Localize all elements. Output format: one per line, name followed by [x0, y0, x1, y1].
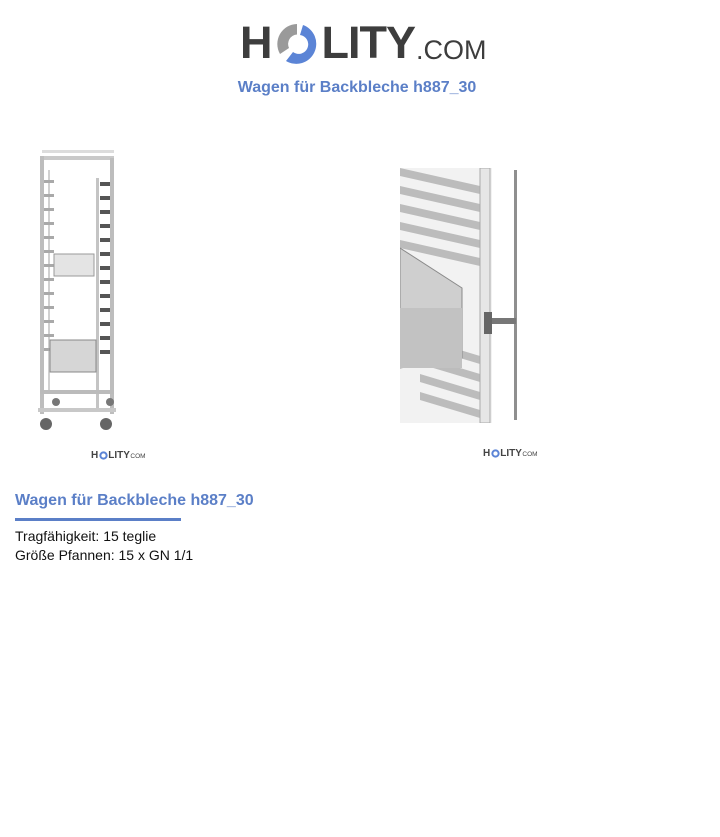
holity-logo: [240, 12, 487, 68]
product-title: Wagen für Backbleche h887_30: [15, 492, 254, 509]
logo-letters-lity: LITY: [321, 17, 415, 68]
spec-pan-size: Größe Pfannen: 15 x GN 1/1: [15, 547, 194, 563]
watermark-tld: COM: [522, 451, 538, 458]
product-image-trolley-detail: [400, 168, 525, 423]
spec-capacity: Tragfähigkeit: 15 teglie: [15, 528, 157, 544]
watermark-lity: LITY: [108, 450, 130, 461]
watermark-lity: LITY: [500, 448, 522, 459]
watermark-tld: COM: [130, 453, 146, 460]
watermark-h: H: [91, 450, 99, 461]
product-image-trolley-full: [30, 140, 130, 440]
title-underline-divider: [15, 518, 181, 521]
watermark-o-icon: [491, 449, 500, 458]
logo-o-icon: [274, 21, 320, 67]
watermark-o-icon: [99, 451, 108, 460]
image-watermark: [483, 448, 538, 459]
watermark-h: H: [483, 448, 491, 459]
logo-letter-h: H: [240, 17, 272, 68]
image-watermark: [91, 450, 146, 461]
logo-tld: .COM: [416, 35, 487, 65]
page-title: Wagen für Backbleche h887_30: [237, 79, 477, 96]
